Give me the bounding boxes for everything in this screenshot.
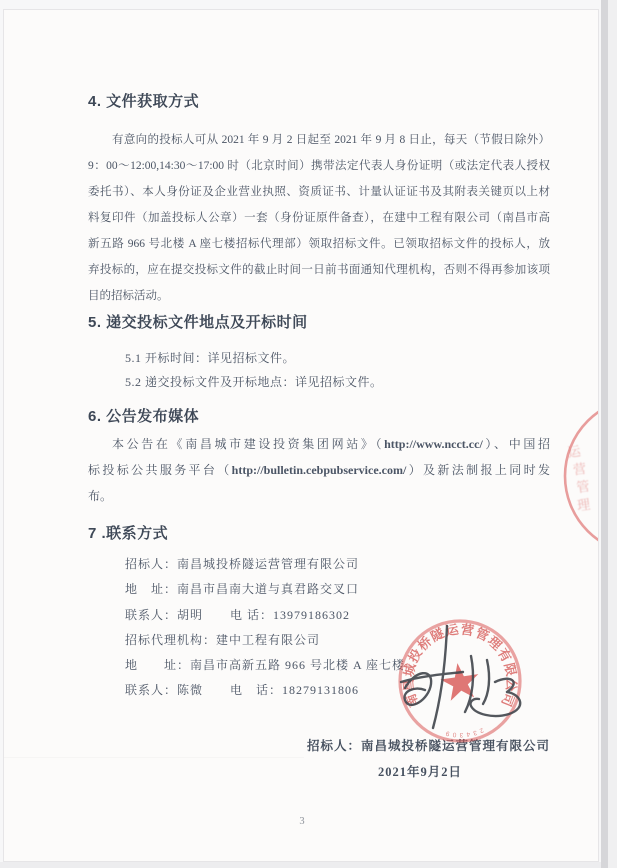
paragraph-line: 弃投标的，应在提交投标文件的截止时间一日前书面通知代理机构，否则不得再参加该项 [88,264,550,276]
edge-seal-ring [565,408,599,548]
paragraph-line: 委托书）、本人身份证及企业营业执照、资质证书、计量认证证书及其附表关键页以上材 [88,186,550,198]
section-5-heading: 5. 递交投标文件地点及开标时间 [88,314,308,331]
contact-phone: 电 话：18279131806 [230,683,360,698]
contact-list [125,555,555,707]
paragraph-line [88,431,550,457]
seal-company-name: 南昌城投桥隧运营管理有限公司 [400,621,520,710]
edge-seal-char: 管 [575,478,591,496]
document-page [3,9,599,862]
contact-label-value: 联系人：陈微 [125,683,204,698]
contact-row-agency-address [125,656,555,681]
paragraph-line: 有意向的投标人可从 2021 年 9 月 2 日起至 2021 年 9 月 8 日止，每天（节假日除外） [112,134,550,146]
text-run: 标投标公共服务平台（ [88,463,232,477]
contact-label-value: 地 址：南昌市昌南大道与真君路交叉口 [125,582,360,597]
paragraph-line: 9：00～12:00,14:30～17:00 时（北京时间）携带法定代表人身份证明（或法定代表人授权 [88,160,550,172]
contact-label-value: 地 址：南昌市高新五路 966 号北楼 A 座七楼 [125,658,406,673]
edge-seal-char: 运 [566,443,582,461]
page-number: 3 [299,816,305,827]
contact-row-agency-person [125,681,555,706]
edge-seal-stamp [548,408,599,548]
contact-label-value: 招标代理机构：建中工程有限公司 [125,632,321,647]
edge-seal-char: 营 [572,460,588,478]
section-6-paragraph [88,431,550,509]
footer-signer: 招标人：南昌城投桥隧运营管理有限公司 [306,739,550,753]
contact-label-value: 招标人：南昌城投桥隧运营管理有限公司 [125,557,360,571]
contact-label-value: 联系人：胡明 [125,607,204,622]
paragraph-line: 目的招标活动。 [88,290,169,302]
section-5-item-2: 5.2 递交投标文件及开标地点：详见招标文件。 [125,375,383,389]
text-run: ）及新法制报上同时发 [406,463,550,477]
section-6-heading: 6. 公告发布媒体 [88,408,200,425]
contact-phone: 电 话：13979186302 [230,607,351,622]
contact-row-agency [125,631,555,656]
page-edge-shadow [601,0,608,868]
website-url: http://bulletin.cebpubservice.com/ [231,463,407,477]
text-run: ）、中国招 [482,437,550,451]
footer-date: 2021年9月2日 [377,765,462,779]
text-run: 本公告在《南昌城市建设投资集团网站》（ [112,437,385,451]
section-4-paragraph [88,127,550,309]
paragraph-line: 新五路 966 号北楼 A 座七楼招标代理部）领取招标文件。已领取招标文件的投标人，放 [88,238,550,250]
website-url: http://www.ncct.cc/ [384,437,483,451]
section-4-heading: 4. 文件获取方式 [88,93,200,110]
contact-row-bidder [125,555,555,580]
scanner-background [608,0,617,868]
edge-seal-char: 理 [576,496,592,514]
section-5-item-1: 5.1 开标时间：详见招标文件。 [125,351,296,365]
page-bottom-edge [0,862,601,868]
contact-row-address [125,580,555,605]
section-7-heading: 7 .联系方式 [88,525,169,542]
paragraph-line [88,457,550,483]
scan-crease [4,757,304,758]
paragraph-line: 料复印件（加盖投标人公章）一套（身份证原件备查），在建中工程有限公司（南昌市高 [88,212,550,224]
seal-serial-number: 234309 [442,726,485,739]
edge-seal-characters [567,443,593,514]
seal-star-icon: ★ [433,650,487,714]
contact-row-person [125,606,555,631]
paragraph-line: 布。 [88,489,113,503]
